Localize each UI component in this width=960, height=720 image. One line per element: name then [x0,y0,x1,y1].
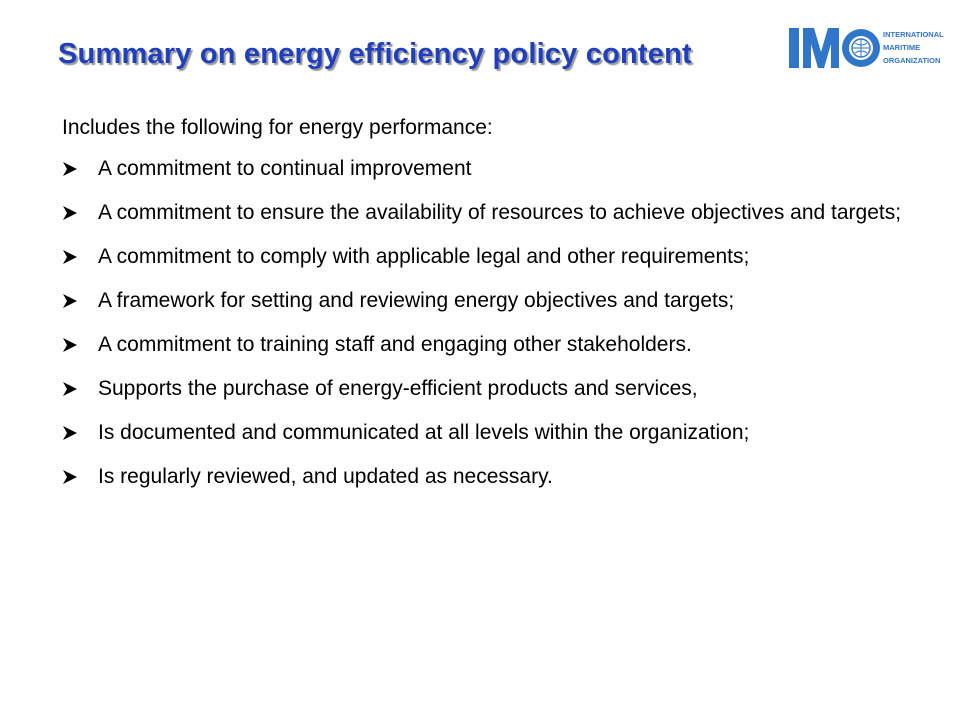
arrow-bullet-icon [62,425,78,441]
slide-body [62,114,922,507]
bullet-item [62,463,922,490]
arrow-bullet-icon [62,205,78,221]
svg-text:ORGANIZATION: ORGANIZATION [883,56,941,65]
bullet-item [62,375,922,402]
bullet-text: A commitment to ensure the availability of resources to achieve objectives and targets; [98,201,902,224]
intro-text: Includes the following for energy performance: [62,116,493,139]
bullet-list [62,155,922,490]
svg-text:INTERNATIONAL: INTERNATIONAL [883,30,944,39]
svg-text:MARITIME: MARITIME [883,43,921,52]
arrow-bullet-icon [62,293,78,309]
bullet-text: A commitment to training staff and engaging other stakeholders. [98,333,692,356]
imo-logo [786,20,946,76]
bullet-item [62,199,922,226]
bullet-text: Is documented and communicated at all levels within the organization; [98,421,750,444]
arrow-bullet-icon [62,337,78,353]
bullet-text: A commitment to comply with applicable legal and other requirements; [98,245,750,268]
bullet-item [62,419,922,446]
bullet-text: Supports the purchase of energy-efficient products and services, [98,377,698,400]
arrow-bullet-icon [62,161,78,177]
un-emblem-icon [842,29,880,67]
arrow-bullet-icon [62,469,78,485]
bullet-item [62,287,922,314]
bullet-text: A framework for setting and reviewing energy objectives and targets; [98,289,735,312]
arrow-bullet-icon [62,249,78,265]
bullet-text: Is regularly reviewed, and updated as necessary. [98,465,553,488]
bullet-item [62,155,922,182]
slide-title: Summary on energy efficiency policy content [58,38,692,70]
arrow-bullet-icon [62,381,78,397]
bullet-item [62,331,922,358]
bullet-item [62,243,922,270]
bullet-text: A commitment to continual improvement [98,157,472,180]
